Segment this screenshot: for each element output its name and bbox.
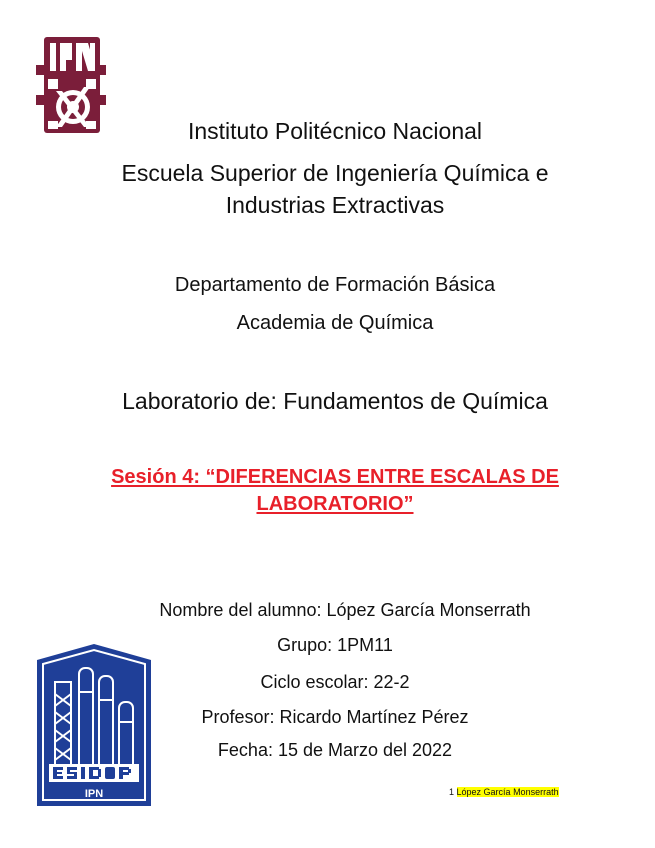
- department-name: Departamento de Formación Básica: [174, 274, 496, 296]
- group: Grupo: 1PM11: [277, 635, 393, 655]
- esiqie-ipn-label: IPN: [84, 788, 104, 800]
- institution-name: Instituto Politécnico Nacional: [187, 118, 483, 144]
- academy-name: Academia de Química: [236, 312, 434, 334]
- footnote-text: López García Monserrath: [456, 787, 559, 797]
- esiqie-emblem-icon: [35, 642, 153, 808]
- student-name: Nombre del alumno: López García Monserrath: [159, 600, 531, 620]
- session-title: Sesión 4: “DIFERENCIAS ENTRE ESCALAS DE LABORATORIO”: [111, 466, 559, 515]
- school-name: Escuela Superior de Ingeniería Química e Industrias Extractivas: [121, 160, 549, 218]
- footnote-number: 1: [449, 787, 455, 797]
- date: Fecha: 15 de Marzo del 2022: [217, 740, 453, 760]
- school-cycle: Ciclo escolar: 22-2: [260, 672, 410, 692]
- footnote: [449, 786, 559, 798]
- professor: Profesor: Ricardo Martínez Pérez: [201, 707, 469, 727]
- lab-title: Laboratorio de: Fundamentos de Química: [122, 388, 548, 414]
